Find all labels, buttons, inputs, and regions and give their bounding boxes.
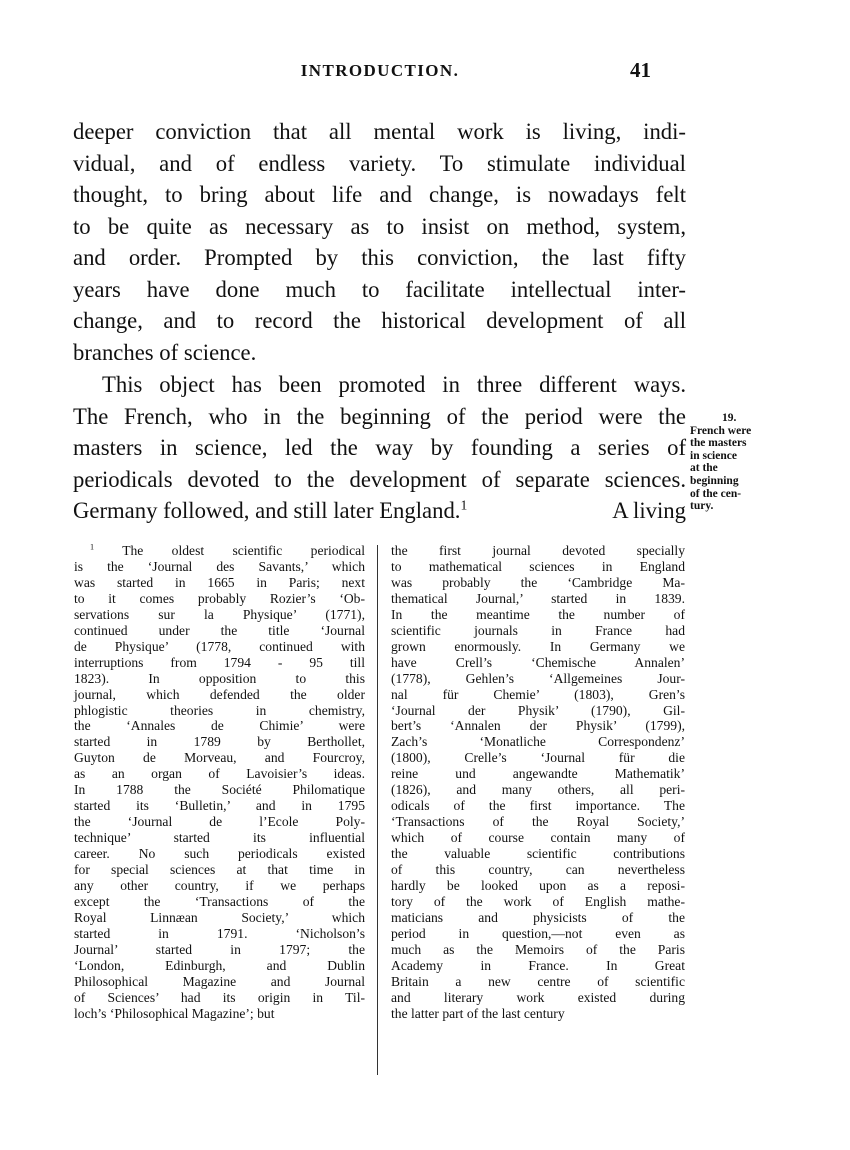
footnote-line: was probably the ‘Cambridge Ma-	[391, 574, 685, 590]
footnote-marker: 1	[460, 497, 468, 513]
text-line: periodicals devoted to the development of separate sciences.	[73, 466, 686, 492]
margin-note-line: French were	[690, 424, 752, 437]
margin-note-line: beginning	[690, 474, 739, 487]
text-line: change, and to record the historical development of all	[73, 308, 686, 333]
margin-note-line: in science	[690, 449, 737, 462]
margin-note	[690, 412, 790, 513]
footnote-line: In the meantime the number of	[391, 606, 685, 622]
text-line-segment	[73, 495, 467, 527]
footnote-line: Journal’ started in 1797; the	[74, 941, 365, 957]
footnote-line: except the ‘Transactions of the	[74, 893, 365, 909]
footnote-line: for special sciences at that time in	[74, 862, 365, 878]
footnote-line: scientific journals in France had	[391, 622, 685, 638]
footnote-line: servations sur la Physique’ (1771),	[74, 606, 365, 622]
footnote-line: interruptions from 1794 - 95 till	[74, 654, 365, 670]
footnote-line: started in 1789 by Berthollet,	[74, 734, 365, 750]
footnote-line: maticians and physicists of the	[391, 909, 685, 925]
margin-note-line: the masters	[690, 437, 747, 450]
footnote-line: started in 1791. ‘Nicholson’s	[74, 925, 365, 941]
footnote-line: the first journal devoted specially	[391, 543, 685, 558]
footnote-line: have Crell’s ‘Chemische Annalen’	[391, 654, 685, 670]
footnote-line: career. No such periodicals existed	[74, 846, 365, 862]
paragraph-2	[73, 369, 686, 527]
footnote-line: of Sciences’ had its origin in Til-	[74, 989, 365, 1005]
margin-note-line: of the cen-	[690, 487, 742, 500]
footnote-line: de Physique’ (1778, continued with	[74, 638, 365, 654]
footnote-line: phlogistic theories in chemistry,	[74, 702, 365, 718]
footnote-line: ‘Journal der Physik’ (1790), Gil-	[391, 702, 685, 718]
footnote-line: any other country, if we perhaps	[74, 878, 365, 894]
footnote-line: continued under the title ‘Journal	[74, 622, 365, 638]
footnote-line: Zach’s ‘Monatliche Correspondenz’	[391, 734, 685, 750]
footnote-line: the ‘Annales de Chimie’ were	[74, 718, 365, 734]
footnote-line: the ‘Journal de l’Ecole Poly-	[74, 814, 365, 830]
footnote-marker: 1	[90, 542, 95, 552]
text-line-text: Germany followed, and still later England.	[73, 498, 461, 523]
footnote-line: grown enormously. In Germany we	[391, 638, 685, 654]
footnote-line: odicals of the first importance. The	[391, 798, 685, 814]
footnote-line: to mathematical sciences in England	[391, 558, 685, 574]
footnote-line: ‘London, Edinburgh, and Dublin	[74, 957, 365, 973]
text-line: to be quite as necessary as to insist on method, system,	[73, 213, 686, 239]
footnote-line: (1800), Crelle’s ‘Journal für die	[391, 750, 685, 766]
footnote-line	[74, 543, 365, 559]
footnote-column-right	[391, 543, 685, 1022]
footnote-line: technique’ started its influential	[74, 830, 365, 846]
footnote-line: of this country, can nevertheless	[391, 862, 685, 878]
margin-note-number: 19.	[722, 412, 737, 424]
footnote-line: Guyton de Morveau, and Fourcroy,	[74, 750, 365, 766]
footnote-line: to it comes probably Rozier’s ‘Ob-	[74, 590, 365, 606]
footnote-line: is the ‘Journal des Savants,’ which	[74, 558, 365, 574]
text-line: vidual, and of endless variety. To stimulate individual	[73, 150, 686, 176]
page-number: 41	[630, 58, 651, 82]
footnote-line: nal für Chemie’ (1803), Gren’s	[391, 686, 685, 702]
footnote-line-text: The oldest scientific periodical	[122, 543, 365, 558]
footnote-line: (1778), Gehlen’s ‘Allgemeines Jour-	[391, 670, 685, 686]
footnote-line: period in question,—not even as	[391, 925, 685, 941]
text-line: thought, to bring about life and change, is nowadays felt	[73, 182, 686, 207]
footnote-line: reine und angewandte Mathematik’	[391, 766, 685, 782]
footnote-line: loch’s ‘Philosophical Magazine’; but	[74, 1005, 275, 1021]
footnote-line: Philosophical Magazine and Journal	[74, 973, 365, 989]
text-line: and order. Prompted by this conviction, the last fifty	[73, 245, 686, 270]
footnote-line: much as the Memoirs of the Paris	[391, 941, 685, 957]
footnote-line: and literary work existed during	[391, 989, 685, 1005]
footnote-line: bert’s ‘Annalen der Physik’ (1799),	[391, 718, 685, 734]
footnote-line: which of course contain many of	[391, 830, 685, 846]
footnote-line: journal, which defended the older	[74, 686, 365, 702]
footnote-line: 1823). In opposition to this	[74, 670, 365, 686]
margin-note-line: at the	[690, 462, 718, 475]
paragraph-1	[73, 116, 686, 368]
text-line: years have done much to facilitate intellectual inter-	[73, 276, 686, 302]
footnote-line: Royal Linnæan Society,’ which	[74, 909, 365, 925]
text-line: This object has been promoted in three different ways.	[102, 372, 686, 397]
running-header-title: INTRODUCTION.	[300, 61, 460, 80]
text-line: branches of science.	[73, 339, 257, 365]
footnote-line: was started in 1665 in Paris; next	[74, 574, 365, 590]
text-line	[73, 495, 686, 527]
footnote-line: tory of the work of English mathe-	[391, 893, 685, 909]
footnote-line: hardly be looked upon as a reposi-	[391, 878, 685, 894]
footnote-line: (1826), and many others, all peri-	[391, 782, 685, 798]
margin-note-line: tury.	[690, 500, 714, 513]
footnote-line: Britain a new centre of scientific	[391, 973, 685, 989]
text-line: The French, who in the beginning of the period were the	[73, 403, 686, 429]
footnote-line: the latter part of the last century	[391, 1005, 565, 1021]
footnote-column-divider	[377, 545, 378, 1075]
footnote-line: as an organ of Lavoisier’s ideas.	[74, 766, 365, 782]
footnote-column-left	[74, 543, 365, 1022]
text-line: deeper conviction that all mental work is living, indi-	[73, 119, 686, 144]
footnote-line: the valuable scientific contributions	[391, 846, 685, 862]
footnote-line: thematical Journal,’ started in 1839.	[391, 590, 685, 606]
footnote-line: started its ‘Bulletin,’ and in 1795	[74, 798, 365, 814]
footnote-line: ‘Transactions of the Royal Society,’	[391, 814, 685, 830]
footnote-line: Academy in France. In Great	[391, 957, 685, 973]
footnote-line: In 1788 the Société Philomatique	[74, 782, 365, 798]
text-line-tail: A living	[612, 498, 686, 523]
text-line: masters in science, led the way by founding a series of	[73, 435, 686, 460]
